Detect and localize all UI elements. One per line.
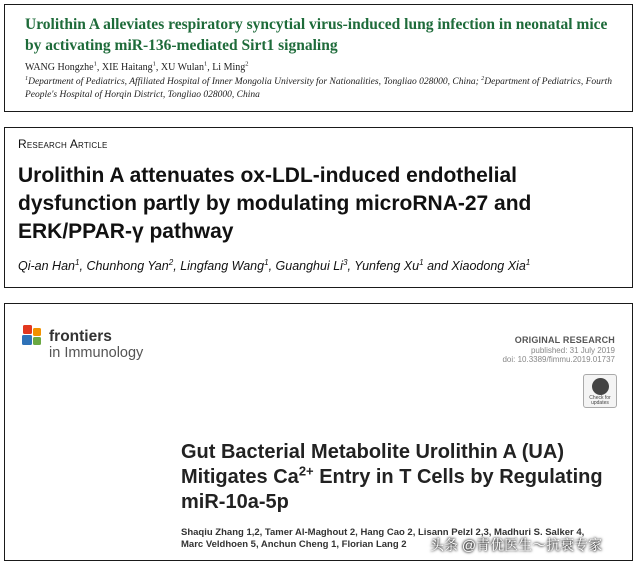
check-for-updates-button[interactable]: Check for updates bbox=[583, 374, 617, 408]
affiliations: $^1$Department of Pediatrics, Affiliated Hospital of Inner Mongolia University for Nationalities, Tongliao 028000, China; $^2$Department of Pediatrics, Fourth People's Hospital of Horqin District, Tongliao 028000, China bbox=[25, 75, 612, 100]
affiliation: Department of Pediatrics, Fourth People's Hospital of Horqin District, Tongliao 028000, China bbox=[25, 77, 612, 100]
author-name: Chunhong Yan bbox=[86, 259, 169, 273]
paper-title: Urolithin A attenuates ox-LDL-induced endothelial dysfunction partly by modulating microRNA-27 and ERK/PPAR-γ pathway bbox=[18, 164, 532, 243]
publish-date: published: 31 July 2019 bbox=[530, 346, 615, 355]
paper-title: Urolithin A alleviates respiratory syncytial virus-induced lung infection in neonatal mice by activating miR-136-mediated Sirt1 signaling bbox=[25, 16, 608, 54]
watermark: 头条 @青优医生～抗衰专家 bbox=[430, 537, 603, 553]
author-name: Guanghui Li bbox=[275, 259, 343, 273]
article-type: ORIGINAL RESEARCH bbox=[514, 335, 615, 345]
journal-brand: frontiers bbox=[49, 328, 112, 345]
paper-card-2 bbox=[4, 127, 633, 288]
author-list: WANG Hongzhe$^1$, XIE Haitang$^1$, XU Wulan$^1$, Li Ming$^2$ bbox=[25, 60, 249, 73]
paper-title: Gut Bacterial Metabolite Urolithin A (UA) Mitigates $Ca^{2+}$ Entry in T Cells by Regulating miR-10a-5p bbox=[181, 441, 603, 513]
refresh-icon bbox=[592, 378, 609, 395]
author-name: Qi-an Han bbox=[18, 259, 75, 273]
doi: doi: 10.3389/fimmu.2019.01737 bbox=[502, 355, 615, 364]
journal-name: in Immunology bbox=[49, 345, 144, 361]
paper-card-3 bbox=[4, 303, 633, 561]
author-name: XU Wulan bbox=[160, 62, 204, 73]
author-name: Xiaodong Xia bbox=[451, 259, 526, 273]
frontiers-logo-icon bbox=[21, 324, 45, 348]
author-list: Shaqiu Zhang 1,2, Tamer Al-Maghout 2, Hang Cao 2, Lisann Pelzl 2,3, Madhuri S. Salker 4, Marc Veldhoen 5, Anchun Cheng 1, Florian Lang 2 bbox=[181, 527, 585, 550]
author-name: Li Ming bbox=[212, 62, 246, 73]
author-name: Yunfeng Xu bbox=[354, 259, 420, 273]
author-name: Lingfang Wang bbox=[180, 259, 265, 273]
author-name: XIE Haitang bbox=[101, 62, 153, 73]
affiliation: Department of Pediatrics, Affiliated Hospital of Inner Mongolia University for Nationalities, Tongliao 028000, China; bbox=[28, 77, 482, 87]
author-list: Qi-an Han$^1$, Chunhong Yan$^2$, Lingfang Wang$^1$, Guanghui Li$^3$, Yunfeng Xu$^1$ and Xiaodong Xia$^1$ bbox=[18, 257, 531, 273]
author-name: WANG Hongzhe bbox=[25, 62, 94, 73]
article-type: Research Article bbox=[18, 137, 108, 151]
paper-card-1 bbox=[4, 4, 633, 112]
